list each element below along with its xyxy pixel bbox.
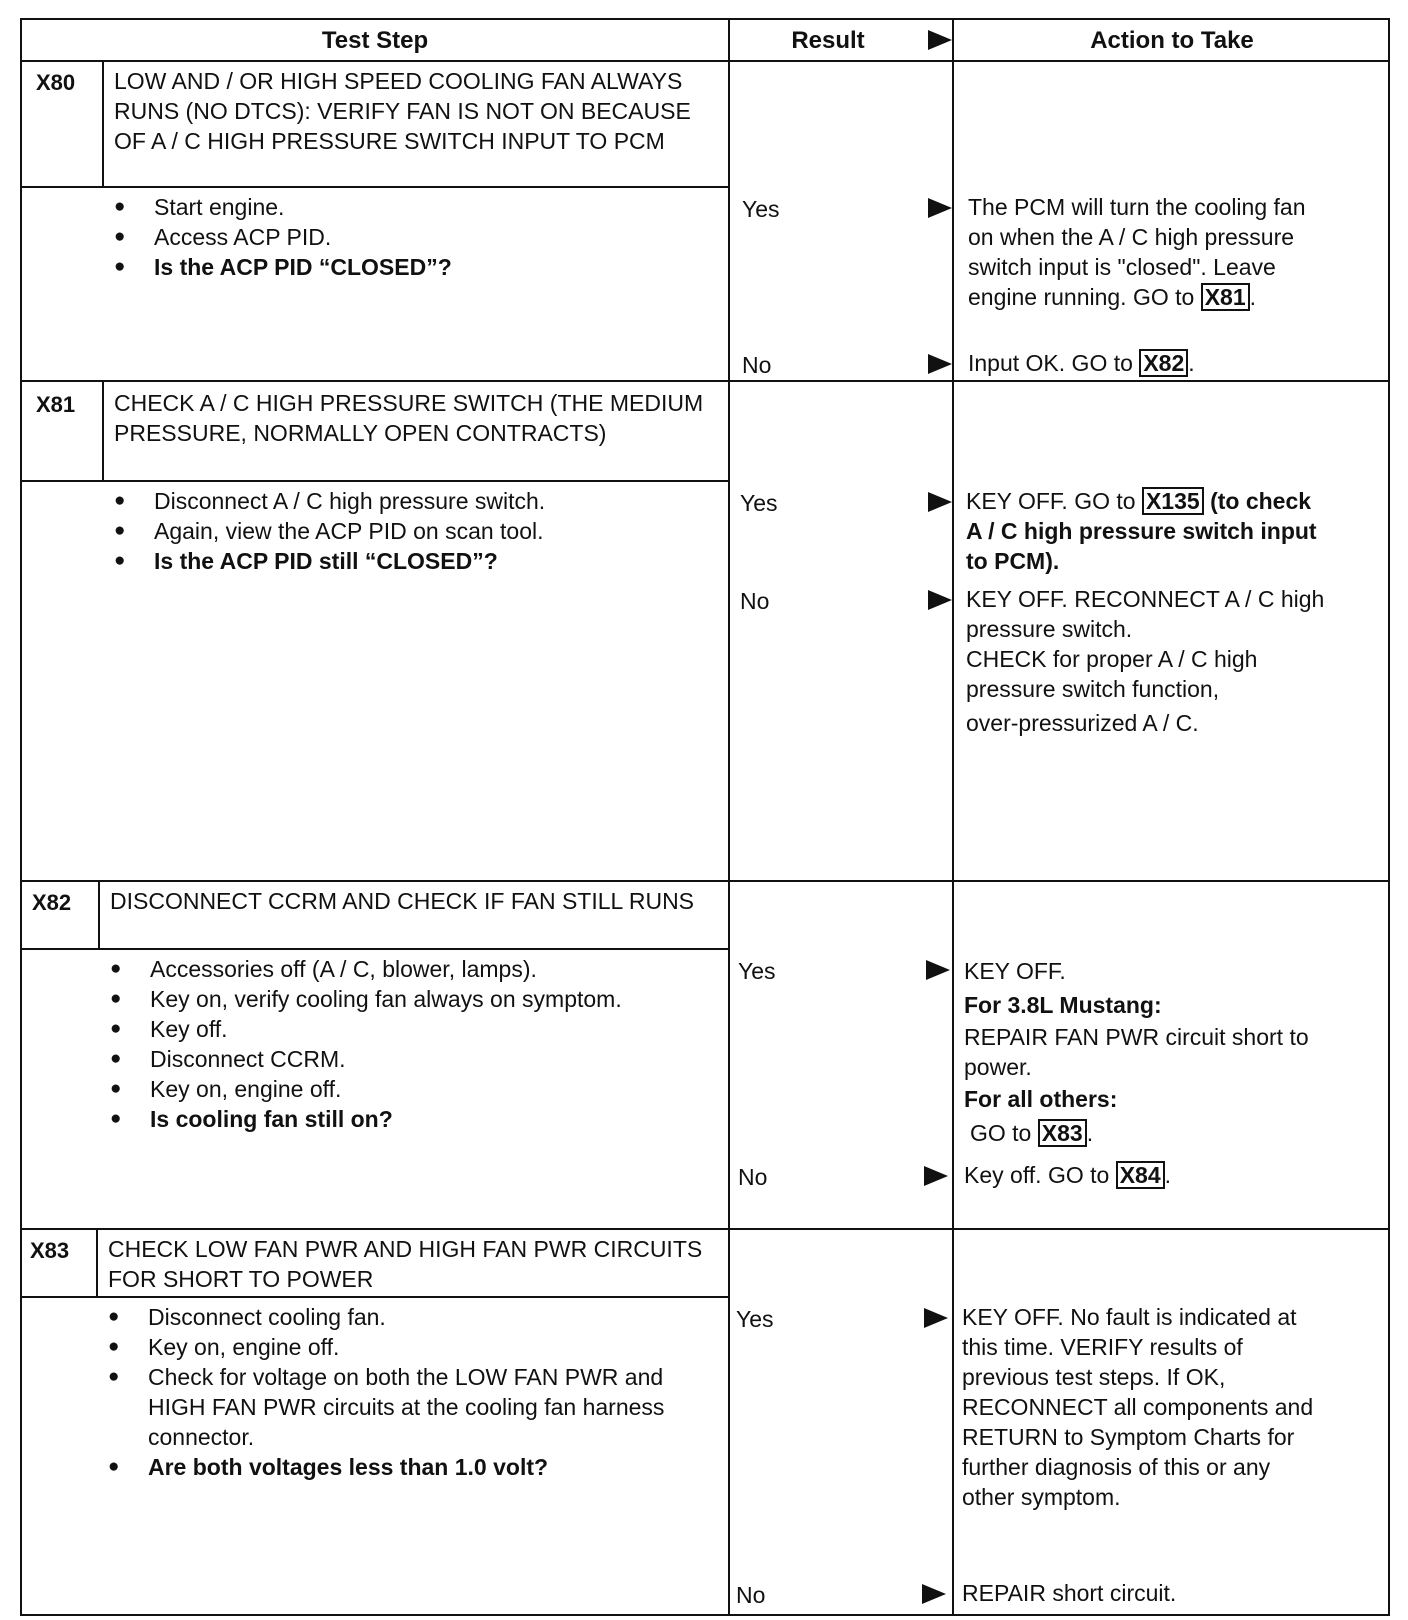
title-divider [22, 186, 728, 188]
id-divider [98, 880, 100, 948]
diagnostic-table [20, 18, 1390, 1616]
step-ref-link[interactable]: X84 [1116, 1161, 1165, 1189]
list-item: ● Accessories off (A / C, blower, lamps). [110, 954, 720, 984]
header-test-step: Test Step [321, 27, 429, 54]
step-title: CHECK LOW FAN PWR AND HIGH FAN PWR CIRCUITS FOR SHORT TO POWER [108, 1236, 703, 1292]
action-yes: KEY OFF. No fault is indicated at this time. VERIFY results of previous test steps. If OK, RECONNECT all components and RETURN to Symptom Charts for further diagnosis of this or any other symptom. [962, 1304, 1314, 1510]
title-divider [22, 948, 728, 950]
action-no: Input OK. GO to X82 . [968, 350, 1195, 376]
list-item: ● Again, view the ACP PID on scan tool. [114, 516, 714, 546]
step-instructions [114, 486, 714, 576]
arrow-right-icon [928, 198, 952, 218]
step-ref-link[interactable]: X82 [1139, 349, 1188, 377]
result-yes: Yes [742, 196, 780, 222]
list-item: ● Disconnect cooling fan. [108, 1302, 708, 1332]
list-item: ● Disconnect A / C high pressure switch. [114, 486, 714, 516]
step-ref-link[interactable]: X81 [1201, 283, 1250, 311]
list-item: ● Check for voltage on both the LOW FAN PWR and HIGH FAN PWR circuits at the cooling fan harness connector. [108, 1362, 708, 1452]
list-item: ● Key on, engine off. [108, 1332, 708, 1362]
list-item: ● Disconnect CCRM. [110, 1044, 720, 1074]
result-yes: Yes [740, 490, 778, 516]
step-question: ● Is the ACP PID “CLOSED”? [114, 252, 714, 282]
arrow-right-icon [928, 492, 952, 512]
action-no: REPAIR short circuit. [962, 1580, 1177, 1606]
step-instructions [110, 954, 720, 1134]
step-id: X83 [30, 1238, 70, 1263]
list-item: ● Key off. [110, 1014, 720, 1044]
arrow-right-icon [924, 1166, 948, 1186]
result-no: No [738, 1164, 768, 1190]
title-divider [22, 480, 728, 482]
arrow-right-icon [926, 960, 950, 980]
row-divider [22, 380, 1388, 382]
result-yes: Yes [736, 1306, 774, 1332]
step-title: LOW AND / OR HIGH SPEED COOLING FAN ALWAYS RUNS (NO DTCS): VERIFY FAN IS NOT ON BECAUSE OF A / C HIGH PRESSURE SWITCH INPUT TO PCM [114, 68, 691, 154]
header-result: Result [791, 27, 865, 54]
list-item: ● Access ACP PID. [114, 222, 714, 252]
arrow-right-icon [924, 1308, 948, 1328]
result-yes: Yes [738, 958, 776, 984]
list-item: ● Key on, engine off. [110, 1074, 720, 1104]
id-divider [102, 380, 104, 480]
result-no: No [736, 1582, 766, 1608]
action-yes: KEY OFF. For 3.8L Mustang: REPAIR FAN PWR circuit short to power. For all others: GO to X83 . [964, 958, 1309, 1146]
header-action: Action to Take [1090, 27, 1254, 54]
title-divider [22, 1296, 728, 1298]
list-item: ● Key on, verify cooling fan always on symptom. [110, 984, 720, 1014]
result-no: No [740, 588, 770, 614]
step-title: CHECK A / C HIGH PRESSURE SWITCH (THE MEDIUM PRESSURE, NORMALLY OPEN CONTRACTS) [114, 390, 704, 446]
column-divider [728, 20, 730, 1616]
result-no: No [742, 352, 772, 378]
action-yes: The PCM will turn the cooling fan on when the A / C high pressure switch input is "closed". Leave engine running. GO to X81 . [968, 194, 1306, 310]
step-instructions [114, 192, 714, 282]
arrow-right-icon [928, 30, 952, 50]
step-ref-link[interactable]: X83 [1038, 1119, 1087, 1147]
action-no: KEY OFF. RECONNECT A / C high pressure switch. CHECK for proper A / C high pressure switch function, over-pressurized A / C. [966, 586, 1325, 736]
step-id: X81 [36, 392, 76, 417]
step-id: X80 [36, 70, 76, 95]
action-no: Key off. GO to X84 . [964, 1162, 1172, 1188]
row-divider [22, 880, 1388, 882]
step-id: X82 [32, 890, 72, 915]
arrow-right-icon [928, 590, 952, 610]
step-question: ● Is the ACP PID still “CLOSED”? [114, 546, 714, 576]
id-divider [96, 1228, 98, 1296]
list-item: ● Start engine. [114, 192, 714, 222]
arrow-right-icon [928, 354, 952, 374]
arrow-right-icon [922, 1584, 946, 1604]
step-instructions [108, 1302, 708, 1482]
step-question: ● Are both voltages less than 1.0 volt? [108, 1452, 708, 1482]
row-divider [22, 1228, 1388, 1230]
step-question: ● Is cooling fan still on? [110, 1104, 720, 1134]
id-divider [102, 60, 104, 186]
step-title: DISCONNECT CCRM AND CHECK IF FAN STILL RUNS [110, 888, 695, 914]
column-divider [952, 20, 954, 1616]
step-ref-link[interactable]: X135 [1142, 487, 1204, 515]
action-yes: KEY OFF. GO to X135 (to check A / C high pressure switch input to PCM). [966, 488, 1317, 574]
